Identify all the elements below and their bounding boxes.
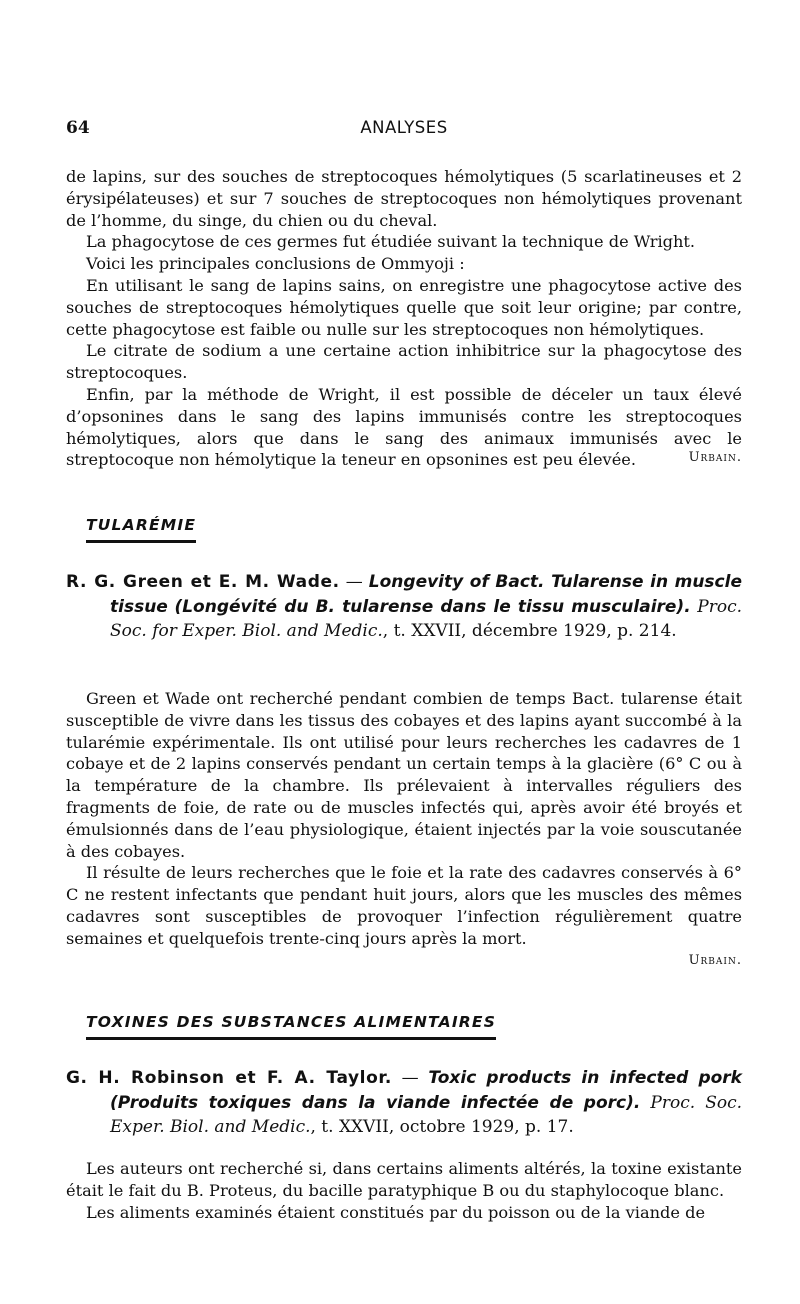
paragraph: Voici les principales conclusions de Ommyoji : [86,254,465,274]
section-title-toxines: TOXINES DES SUBSTANCES ALIMENTAIRES [86,1013,496,1040]
reference-dash: — [339,572,369,592]
abstract-tularemie [66,688,742,968]
reference-robinson-taylor [66,1066,742,1140]
abstract-toxines [66,1158,742,1223]
reference-title-fr: (Longévité du B. tularense dans le tissu musculaire). [174,596,691,617]
reference-title-en: Longevity of Bact. Tularense in muscle tissue [110,572,742,617]
signature: Urbain. [688,952,742,968]
reference-green-wade [66,570,742,644]
reference-citation: , t. XXVII, décembre 1929, p. 214. [382,621,677,641]
paragraph: En utilisant le sang de lapins sains, on enregistre une phagocytose active des souches de streptocoques hémolytiques quelle que soit leur origine; par contre, cette phagocytose est faible ou nulle sur les streptocoques non hémolytiques. [66,275,742,339]
section-title-tularemie: TULARÉMIE [86,516,196,543]
page-number: 64 [66,118,90,138]
reference-title-fr: (Produits toxiques dans la viande infectée de porc). [110,1092,641,1113]
reference-dash: — [392,1068,429,1088]
reference-authors: G. H. Robinson et F. A. Taylor. [66,1068,392,1088]
reference-journal: Proc. Soc. for Exper. Biol. and Medic. [110,596,743,641]
paragraph: Enfin, par la méthode de Wright, il est possible de déceler un taux élevé d’opsonines dans le sang des lapins immunisés contre les streptocoques hémolytiques, alors que dans le sang des animaux immunisés avec le streptocoque non hémolytique la teneur en opsonines est peu élevée. [66,384,742,470]
running-title: ANALYSES [360,118,448,137]
reference-title-en: Toxic products in infected pork [428,1068,742,1088]
paragraph: Les auteurs ont recherché si, dans certains aliments altérés, la toxine existante était le fait du B. Proteus, du bacille paratyphique B ou du staphylocoque blanc. [66,1159,742,1200]
paragraph: Le citrate de sodium a une certaine action inhibitrice sur la phagocytose des streptocoques. [66,341,742,383]
reference-authors: R. G. Green et E. M. Wade. [66,572,340,592]
paragraph: Les aliments examinés étaient constitués par du poisson ou de la viande de [86,1202,706,1222]
paragraph: Il résulte de leurs recherches que le foie et la rate des cadavres conservés à 6° C ne restent infectants que pendant huit jours, alors que les muscles des mêmes cadavres sont susceptibles de provoquer l’infection régulièrement quatre semaines et quelquefois trente-cinq jours après la mort. [66,863,742,948]
top-abstract [66,166,742,470]
paragraph: Green et Wade ont recherché pendant combien de temps Bact. tularense était susceptible de vivre dans les tissus des cobayes et des lapins ayant succombé à la tularémie expérimentale. Ils ont utilisé pour leurs recherches les cadavres de 1 cobaye et de 2 lapins conservés pendant un certain temps à la glacière (6° C ou à la température de la chambre. Ils prélevaient à intervalles réguliers des fragments de foie, de rate ou de muscles infectés qui, après avoir été broyés et émulsionnés dans de l’eau physiologique, étaient injectés par la voie souscutanée à des cobayes. [66,689,742,861]
reference-citation: , t. XXVII, octobre 1929, p. 17. [310,1117,574,1137]
paragraph: La phagocytose de ces germes fut étudiée suivant la technique de Wright. [86,232,696,252]
paragraph: de lapins, sur des souches de streptocoques hémolytiques (5 scarlatineuses et 2 érysipélateuses) et sur 7 souches de streptocoques non hémolytiques provenant de l’homme, du singe, du chien ou du cheval. [66,167,742,230]
page-header [66,118,742,142]
signature: Urbain. [688,450,742,466]
reference-journal: Proc. Soc. Exper. Biol. and Medic. [110,1092,742,1137]
